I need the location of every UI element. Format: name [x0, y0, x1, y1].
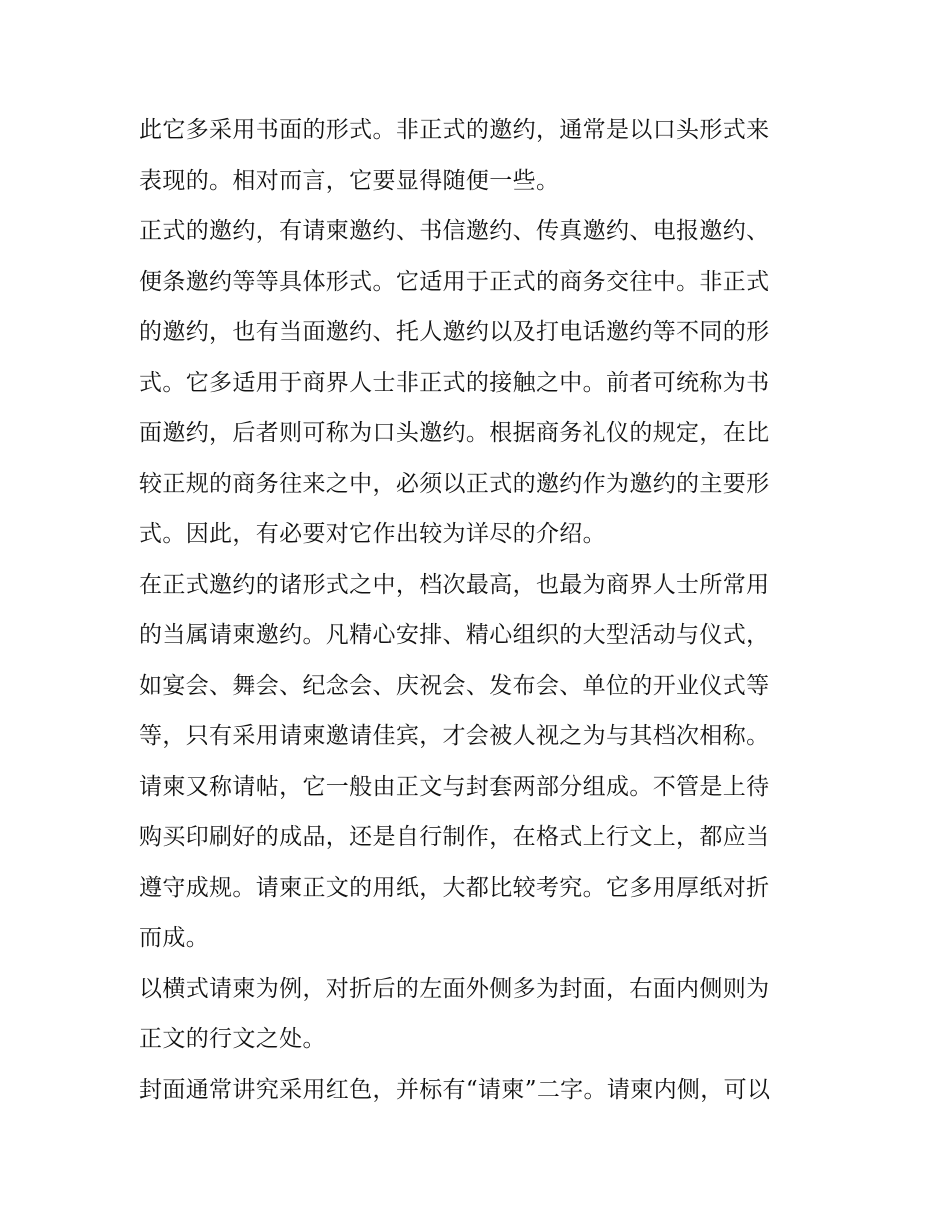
text-line: 式。它多适用于商界人士非正式的接触之中。前者可统称为书: [139, 369, 770, 396]
text-line: 便条邀约等等具体形式。它适用于正式的商务交往中。非正式: [139, 268, 770, 295]
text-line: 在正式邀约的诸形式之中，档次最高，也最为商界人士所常用: [139, 571, 770, 598]
text-line: 的邀约，也有当面邀约、托人邀约以及打电话邀约等不同的形: [139, 319, 770, 345]
text-line: 正文的行文之处。: [139, 1026, 326, 1052]
text-line: 正式的邀约，有请柬邀约、书信邀约、传真邀约、电报邀约、: [139, 218, 770, 244]
text-line: 等，只有采用请柬邀请佳宾，才会被人视之为与其档次相称。: [139, 723, 770, 749]
text-line: 式。因此，有必要对它作出较为详尽的介绍。: [139, 521, 606, 547]
text-line: 以横式请柬为例，对折后的左面外侧多为封面，右面内侧则为: [139, 975, 770, 1002]
text-line: 封面通常讲究采用红色，并标有“请柬”二字。请柬内侧，可以: [139, 1076, 771, 1103]
text-line: 较正规的商务往来之中，必须以正式的邀约作为邀约的主要形: [139, 470, 770, 497]
text-line: 购买印刷好的成品，还是自行制作，在格式上行文上，都应当: [139, 824, 770, 850]
text-line: 表现的。相对而言，它要显得随便一些。: [139, 167, 560, 194]
text-line: 面邀约，后者则可称为口头邀约。根据商务礼仪的规定，在比: [139, 420, 770, 446]
text-line: 的当属请柬邀约。凡精心安排、精心组织的大型活动与仪式，: [139, 622, 770, 648]
text-line: 请柬又称请帖，它一般由正文与封套两部分组成。不管是上待: [139, 773, 770, 800]
text-line: 如宴会、舞会、纪念会、庆祝会、发布会、单位的开业仪式等: [139, 672, 770, 699]
text-line: 遵守成规。请柬正文的用纸，大都比较考究。它多用厚纸对折: [139, 874, 770, 901]
document-body: [139, 105, 819, 1115]
text-line: 此它多采用书面的形式。非正式的邀约，通常是以口头形式来: [139, 117, 770, 143]
text-line: 而成。: [139, 925, 210, 951]
